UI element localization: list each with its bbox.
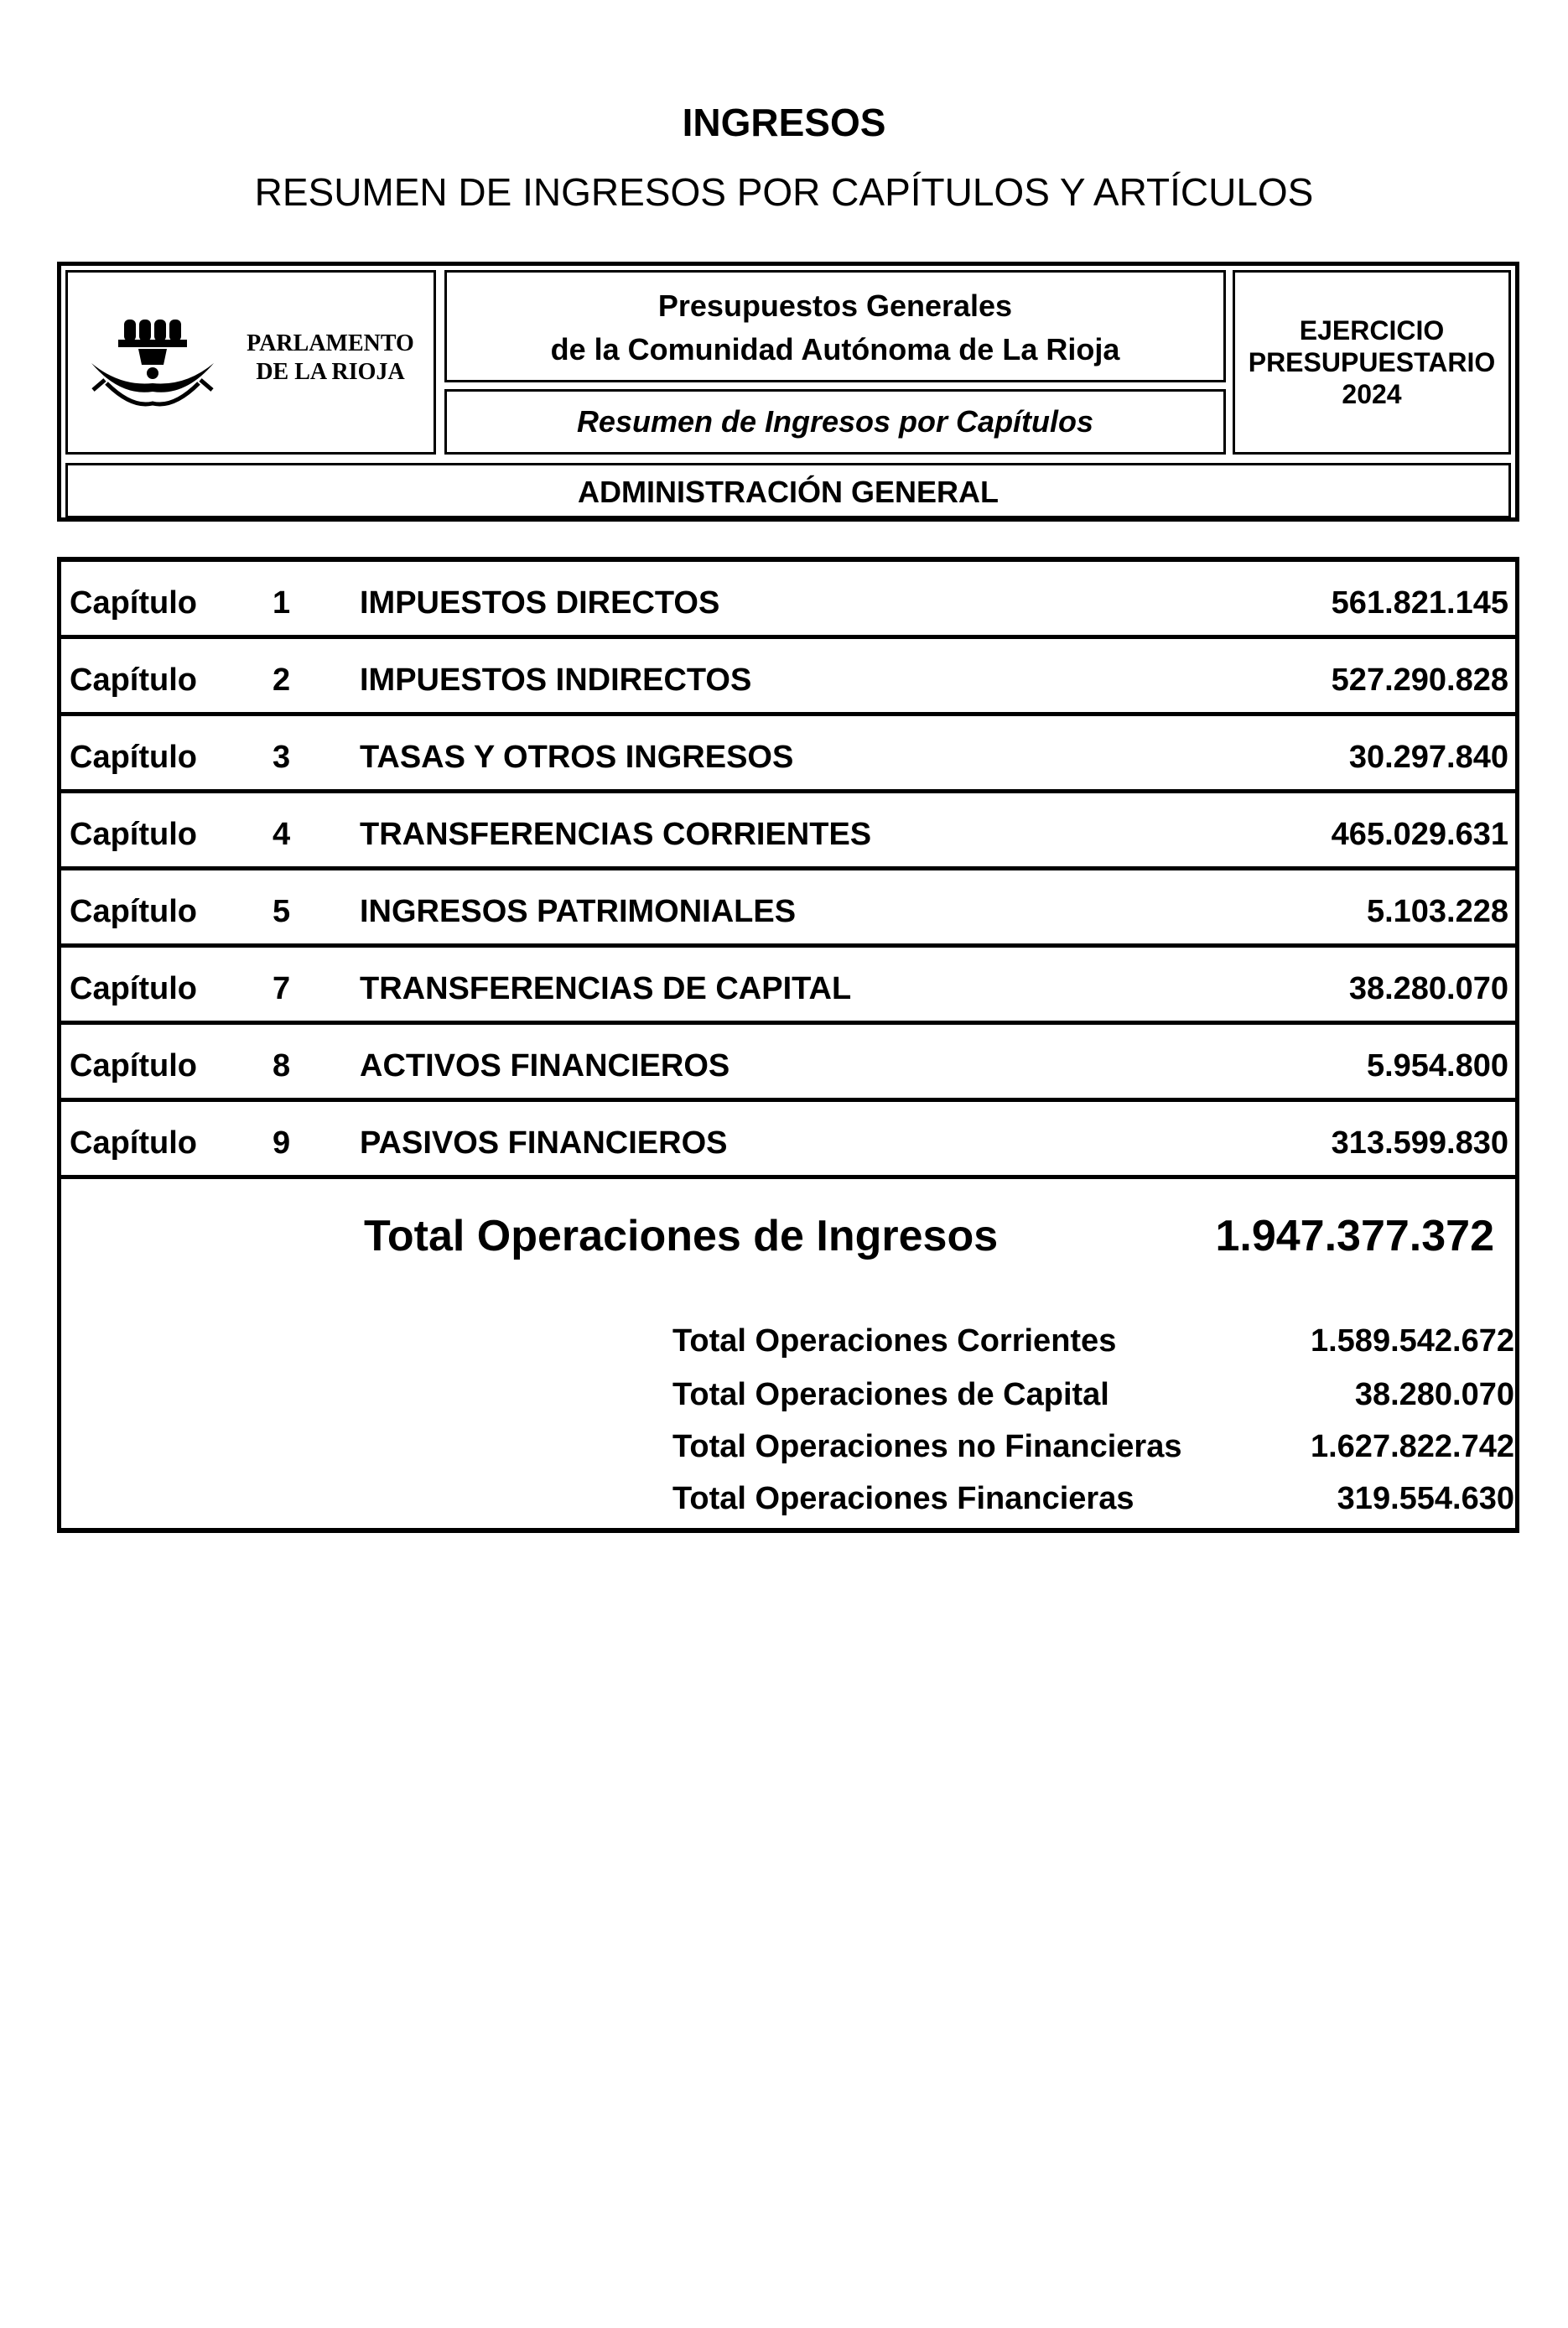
resumen-label: Resumen de Ingresos por Capítulos [576,404,1094,439]
chapter-number: 3 [273,740,291,775]
total-ingresos-value: 1.947.377.372 [1215,1212,1494,1260]
subtotal-label: Total Operaciones de Capital [672,1377,1109,1412]
subtotal-value: 319.554.630 [1337,1481,1514,1516]
chapter-name: TRANSFERENCIAS CORRIENTES [360,817,872,852]
chapter-amount: 5.954.800 [1366,1048,1508,1083]
subtotal-label: Total Operaciones Financieras [672,1481,1134,1516]
logo-text [234,330,427,387]
resumen-box [444,389,1226,455]
chapter-label: Capítulo [70,740,197,775]
logo-text-line1: PARLAMENTO [247,330,414,356]
chapter-name: ACTIVOS FINANCIEROS [360,1048,730,1083]
ejercicio-line2: PRESUPUESTARIO [1248,347,1496,377]
chapter-number: 5 [273,894,291,929]
page-subtitle: RESUMEN DE INGRESOS POR CAPÍTULOS Y ARTÍCULOS [254,170,1314,214]
subtotal-value: 1.589.542.672 [1310,1323,1514,1359]
chapter-label: Capítulo [70,817,197,852]
table-row [61,1102,1515,1179]
presupuestos-box [444,270,1226,382]
chapter-amount: 527.290.828 [1331,663,1508,698]
subtotal-label: Total Operaciones no Financieras [672,1429,1182,1464]
table-row [61,1025,1515,1102]
logo-text-line2: DE LA RIOJA [256,359,405,385]
logo-box [65,270,436,455]
chapter-label: Capítulo [70,971,197,1006]
chapter-amount: 313.599.830 [1331,1125,1508,1161]
administracion-label: ADMINISTRACIÓN GENERAL [578,475,999,509]
subtotal-value: 38.280.070 [1354,1377,1514,1412]
presupuestos-line1: Presupuestos Generales [657,288,1013,323]
table-row [61,562,1515,639]
chapter-name: PASIVOS FINANCIEROS [360,1125,728,1161]
chapter-name: TRANSFERENCIAS DE CAPITAL [360,971,852,1006]
page-title: INGRESOS [682,101,886,144]
subtotal-value: 1.627.822.742 [1310,1429,1514,1464]
presupuestos-line2: de la Comunidad Autónoma de La Rioja [550,332,1120,366]
chapter-number: 4 [273,817,291,852]
chapter-name: INGRESOS PATRIMONIALES [360,894,797,929]
chapter-label: Capítulo [70,1048,197,1083]
chapter-number: 7 [273,971,291,1006]
chapter-number: 1 [273,585,291,621]
parlamento-logo-icon [86,309,227,412]
table-row [61,870,1515,948]
chapter-label: Capítulo [70,1125,197,1161]
ejercicio-line1: EJERCICIO [1299,315,1445,346]
chapter-name: TASAS Y OTROS INGRESOS [360,740,794,775]
ejercicio-box [1233,270,1511,455]
chapter-number: 9 [273,1125,291,1161]
table-row [61,639,1515,716]
administracion-box [65,463,1511,518]
subtotal-label: Total Operaciones Corrientes [672,1323,1117,1359]
total-ingresos-label: Total Operaciones de Ingresos [364,1212,999,1260]
chapter-amount: 30.297.840 [1348,740,1508,775]
chapter-label: Capítulo [70,585,197,621]
chapter-amount: 5.103.228 [1366,894,1508,929]
chapter-number: 2 [273,663,291,698]
chapter-name: IMPUESTOS DIRECTOS [360,585,720,621]
chapter-label: Capítulo [70,663,197,698]
table-row [61,793,1515,870]
chapter-amount: 465.029.631 [1331,817,1508,852]
chapter-amount: 561.821.145 [1331,585,1508,621]
table-row [61,948,1515,1025]
table-row [61,716,1515,793]
chapter-name: IMPUESTOS INDIRECTOS [360,663,752,698]
chapter-number: 8 [273,1048,291,1083]
ejercicio-year: 2024 [1342,379,1402,409]
chapter-label: Capítulo [70,894,197,929]
chapter-amount: 38.280.070 [1348,971,1508,1006]
